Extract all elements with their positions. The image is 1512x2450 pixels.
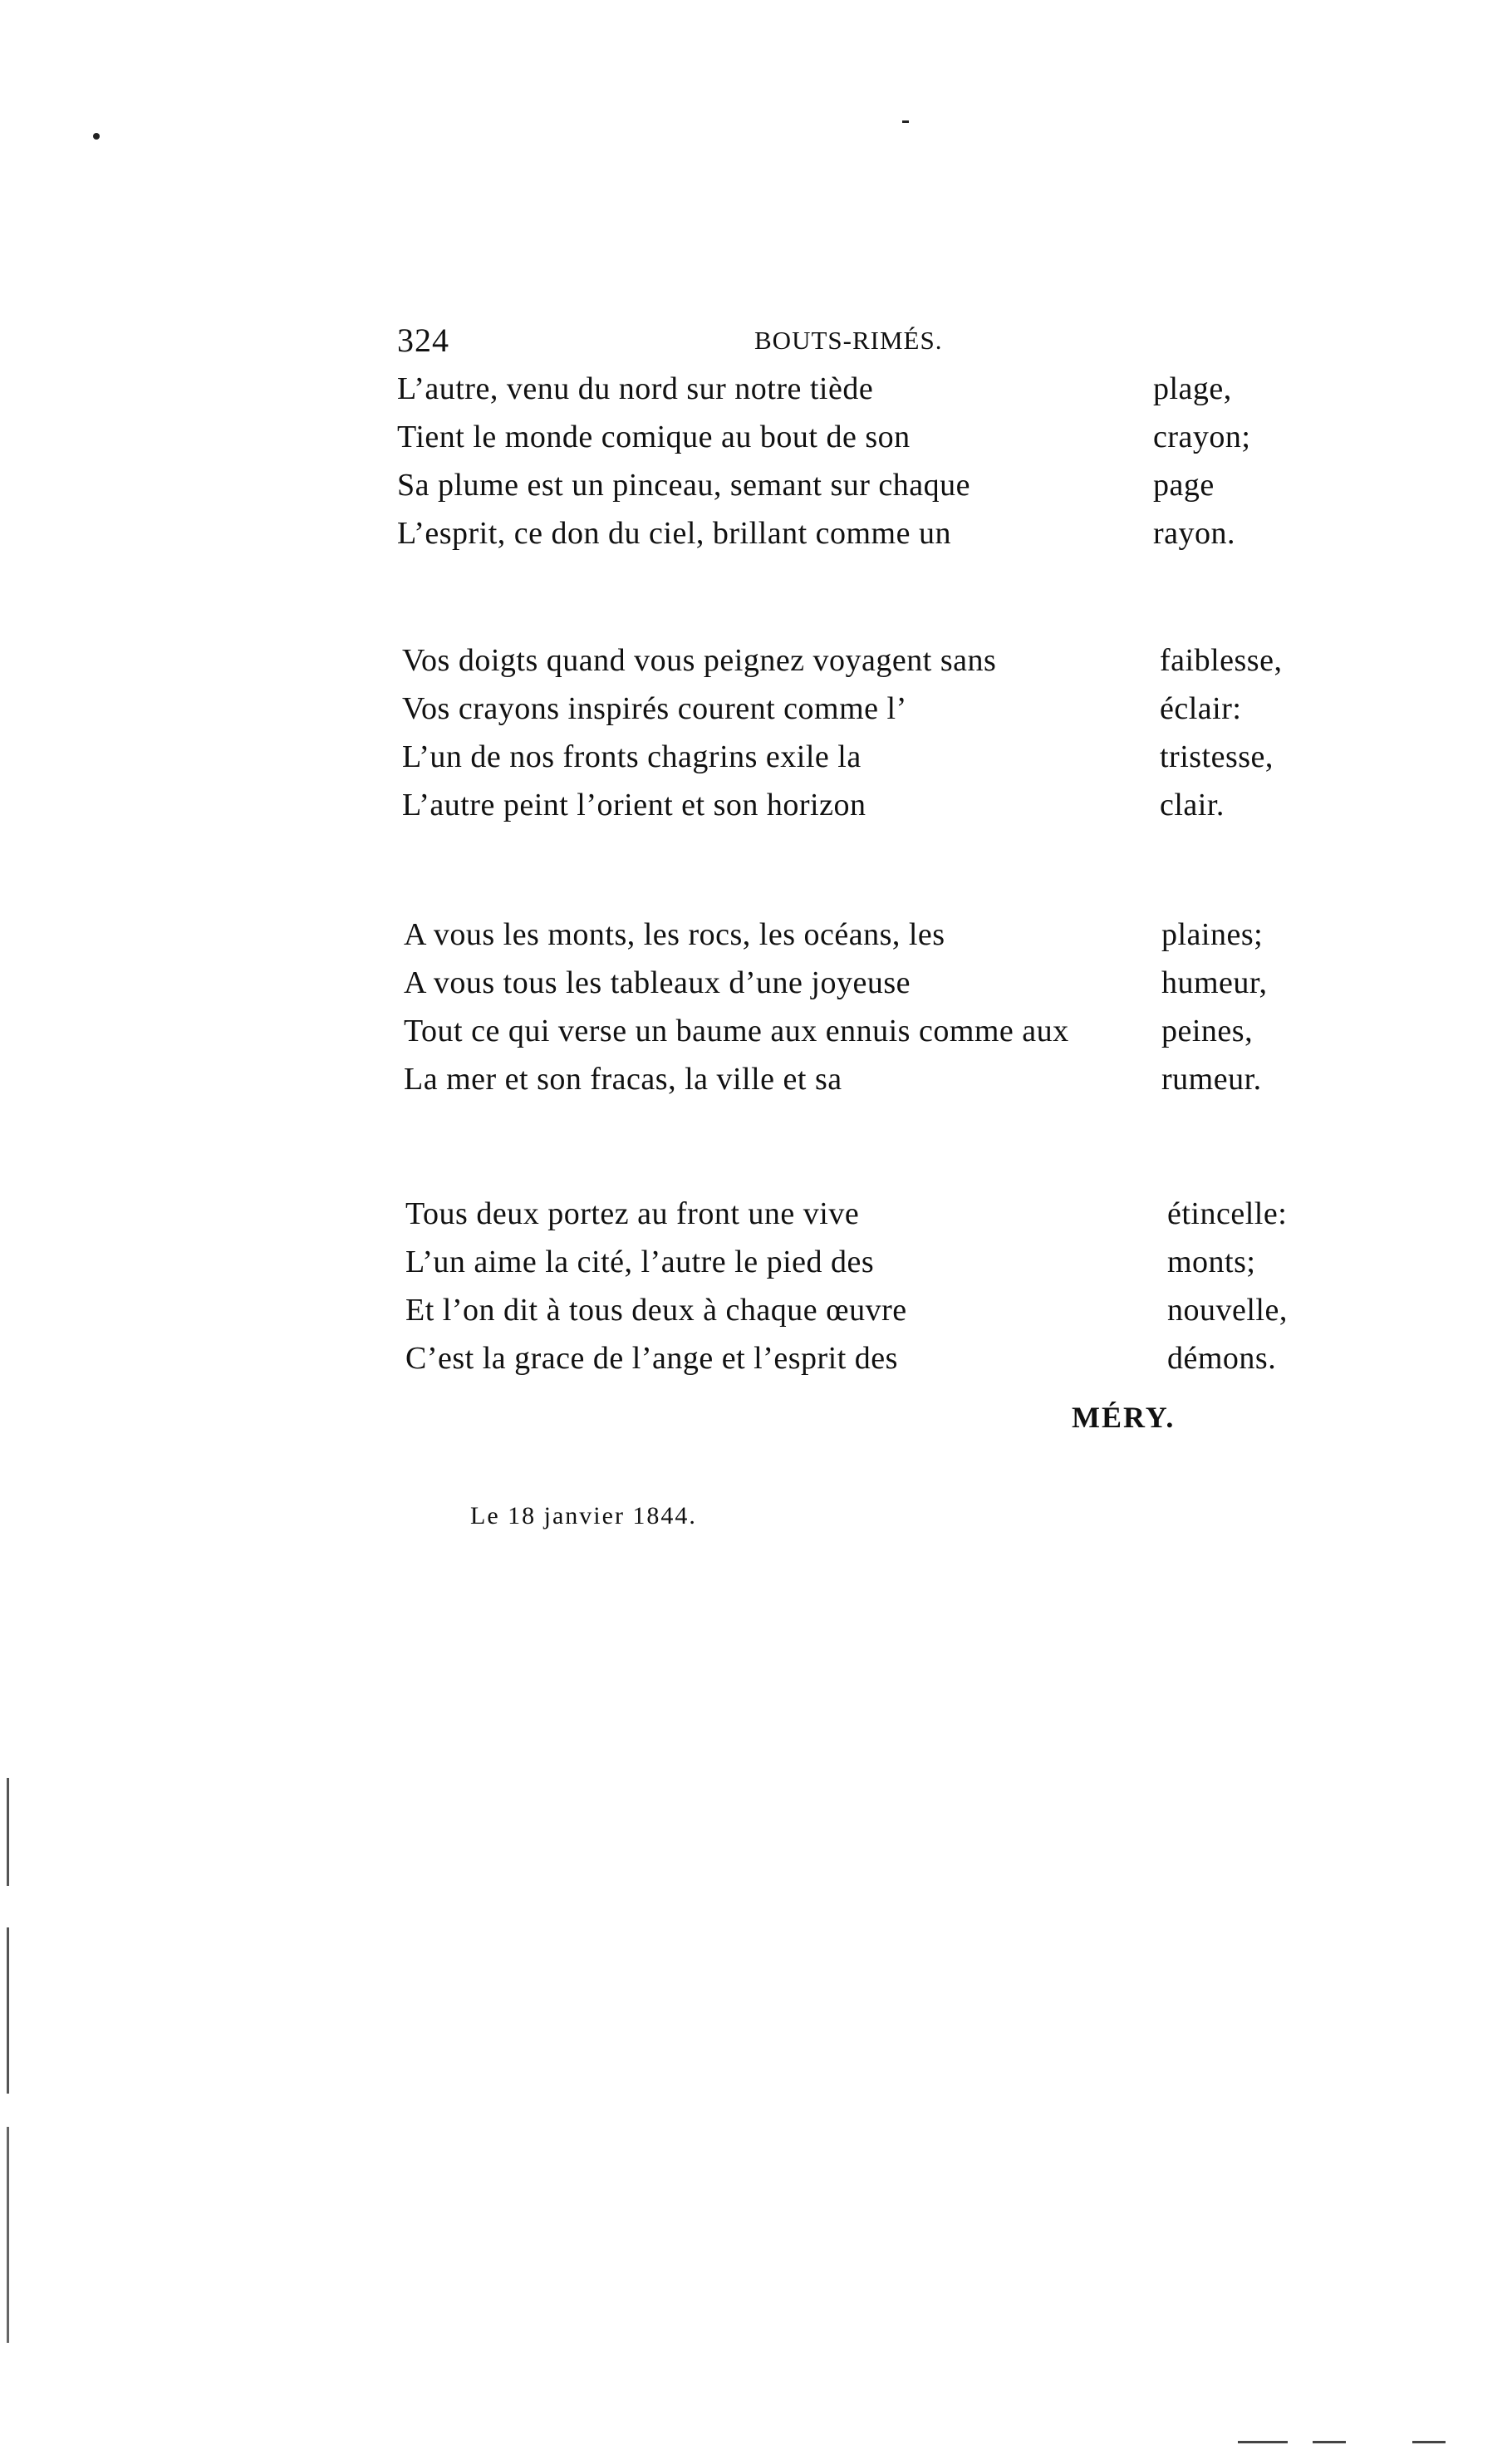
verse-text: Sa plume est un pinceau, semant sur chaque bbox=[397, 468, 971, 503]
verse-text: Tous deux portez au front une vive bbox=[405, 1196, 860, 1231]
verse-text: L’autre peint l’orient et son horizon bbox=[402, 788, 866, 822]
rhyme-word: crayon; bbox=[1153, 420, 1251, 454]
verse-text: L’un de nos fronts chagrins exile la bbox=[402, 739, 862, 774]
verse-line bbox=[397, 690, 1328, 739]
stanza-3 bbox=[397, 916, 1328, 1109]
rhyme-word: éclair: bbox=[1160, 691, 1242, 726]
rhyme-word: humeur, bbox=[1161, 965, 1268, 1000]
bottom-rule bbox=[1238, 2441, 1288, 2443]
verse-line bbox=[397, 1292, 1328, 1340]
page-number: 324 bbox=[397, 322, 449, 359]
verse-line bbox=[397, 467, 1328, 515]
rhyme-word: démons. bbox=[1167, 1341, 1277, 1376]
rhyme-word: rumeur. bbox=[1161, 1062, 1262, 1097]
verse-line bbox=[397, 419, 1328, 467]
verse-line bbox=[397, 642, 1328, 690]
bottom-rule bbox=[1313, 2441, 1346, 2443]
date-line: Le 18 janvier 1844. bbox=[470, 1502, 697, 1529]
verse-line bbox=[397, 739, 1328, 787]
bottom-rule bbox=[1412, 2441, 1446, 2443]
author-signature: MÉRY. bbox=[1072, 1401, 1176, 1434]
rhyme-word: rayon. bbox=[1153, 516, 1236, 551]
rhyme-word: peines, bbox=[1161, 1014, 1254, 1048]
verse-text: La mer et son fracas, la ville et sa bbox=[404, 1062, 842, 1097]
verse-line bbox=[397, 1013, 1328, 1061]
verse-text: L’autre, venu du nord sur notre tiède bbox=[397, 371, 874, 406]
verse-text: A vous tous les tableaux d’une joyeuse bbox=[404, 965, 911, 1000]
margin-rule bbox=[7, 2127, 9, 2343]
rhyme-word: faiblesse, bbox=[1160, 643, 1283, 678]
verse-text: Tout ce qui verse un baume aux ennuis comme aux bbox=[404, 1014, 1069, 1048]
rhyme-word: tristesse, bbox=[1160, 739, 1274, 774]
margin-rule bbox=[7, 1778, 9, 1886]
verse-line bbox=[397, 515, 1328, 563]
verse-text: Et l’on dit à tous deux à chaque œuvre bbox=[405, 1293, 907, 1328]
verse-text: C’est la grace de l’ange et l’esprit des bbox=[405, 1341, 898, 1376]
verse-line bbox=[397, 1244, 1328, 1292]
verse-line bbox=[397, 1061, 1328, 1109]
stanza-2 bbox=[397, 642, 1328, 835]
verse-text: L’un aime la cité, l’autre le pied des bbox=[405, 1245, 875, 1279]
page-header bbox=[397, 321, 1028, 362]
margin-rule bbox=[7, 1927, 9, 2094]
rhyme-word: nouvelle, bbox=[1167, 1293, 1288, 1328]
rhyme-word: plage, bbox=[1153, 371, 1232, 406]
verse-text: Vos doigts quand vous peignez voyagent sans bbox=[402, 643, 997, 678]
rhyme-word: étincelle: bbox=[1167, 1196, 1288, 1231]
verse-text: Vos crayons inspirés courent comme l’ bbox=[402, 691, 907, 726]
verse-line bbox=[397, 1196, 1328, 1244]
scan-speck bbox=[902, 120, 909, 123]
scan-speck bbox=[93, 133, 100, 140]
rhyme-word: monts; bbox=[1167, 1245, 1256, 1279]
verse-line bbox=[397, 1340, 1328, 1388]
verse-line bbox=[397, 916, 1328, 965]
verse-line bbox=[397, 965, 1328, 1013]
stanza-4 bbox=[397, 1196, 1328, 1388]
stanza-1 bbox=[397, 371, 1328, 563]
rhyme-word: page bbox=[1153, 468, 1215, 503]
verse-text: Tient le monde comique au bout de son bbox=[397, 420, 911, 454]
verse-text: L’esprit, ce don du ciel, brillant comme un bbox=[397, 516, 951, 551]
verse-text: A vous les monts, les rocs, les océans, les bbox=[404, 917, 945, 952]
verse-line bbox=[397, 787, 1328, 835]
running-title: BOUTS-RIMÉS. bbox=[754, 326, 943, 355]
rhyme-word: clair. bbox=[1160, 788, 1225, 822]
verse-line bbox=[397, 371, 1328, 419]
rhyme-word: plaines; bbox=[1161, 917, 1264, 952]
